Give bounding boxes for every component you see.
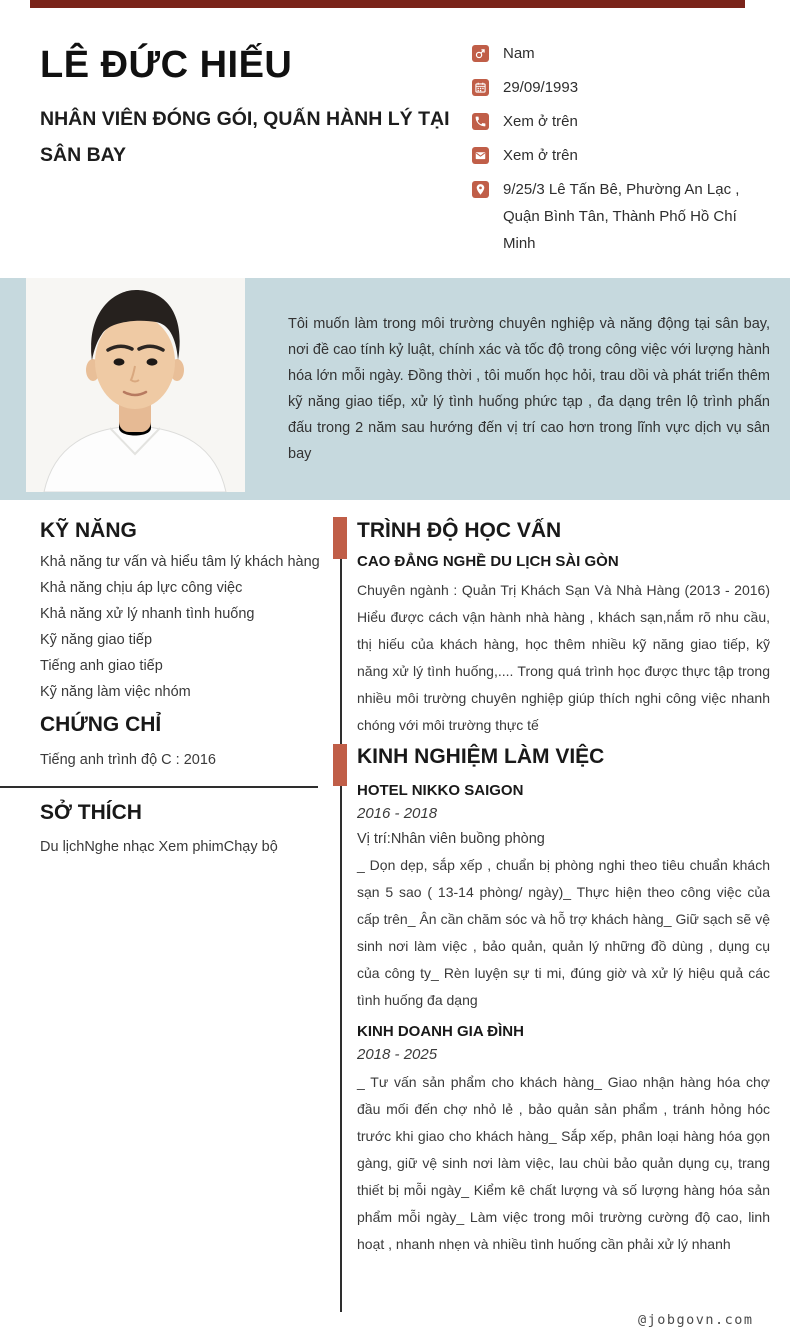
job-position: Vị trí:Nhân viên buồng phòng — [357, 831, 545, 847]
profile-photo — [26, 278, 245, 492]
job-description: _ Tư vấn sản phẩm cho khách hàng_ Giao nhận hàng hóa chợ đầu mối đến chợ nhỏ lẻ , bảo quản sản phẩm , tránh hỏng hóc trước khi giao cho khách hàng_ Sắp xếp, phân loại hàng hóa gọn gàng, giữ vệ sinh nơi làm việc, lau chùi bảo quản dụng cụ, trang thiết bị mỗi ngày_ Kiểm kê chất lượng và số lượng hàng hóa sản phẩm mỗi ngày_ Làm việc trong môi trường cường độ cao, linh hoạt , nhanh nhẹn và nhiều tình huống cần phải xử lý nhanh — [357, 1074, 770, 1252]
contact-phone-value: Xem ở trên — [503, 113, 578, 130]
hobbies-text: Du lịchNghe nhạc Xem phimChạy bộ — [40, 839, 278, 855]
career-objective-text: Tôi muốn làm trong môi trường chuyên nghiệp và năng động tại sân bay, nơi đề cao tính kỷ luật, chính xác và tốc độ trong công việc với lượng hành hóa lớn mỗi ngày. Đồng thời , tôi muốn học hỏi, trau dồi và phát triển thêm kỹ năng giao tiếp, xử lý tình huống phức tạp , đa dạng trên lộ trình phấn đấu trong 2 năm sau hướng đến vị trí cao hơn trong lĩnh vực dịch vụ sân bay — [288, 316, 770, 462]
job-company: KINH DOANH GIA ĐÌNH — [357, 1023, 524, 1040]
skill-item: Kỹ năng làm việc nhóm — [40, 684, 191, 700]
job-description: _ Dọn dẹp, sắp xếp , chuẩn bị phòng nghi theo tiêu chuẩn khách sạn 5 sao ( 13-14 phòng/ ngày)_ Thực hiện theo công việc của cấp trên_ Ân cần chăm sóc và hỗ trợ khách hàng_ Giữ sạch sẽ vệ sinh nơi làm việc , bảo quản, quản lý những đồ dùng , dụng cụ của công ty_ Rèn luyện sự ti mi, đúng giờ và xử lý hiệu quả các tình huống đa dạng — [357, 857, 770, 1008]
calendar-icon — [472, 79, 489, 96]
skills-list — [40, 549, 320, 705]
certificate-item: Tiếng anh trình độ C : 2016 — [40, 752, 216, 768]
skills-section-title: KỸ NĂNG — [40, 519, 137, 542]
contact-email-value: Xem ở trên — [503, 147, 578, 164]
skill-item: Khả năng tư vấn và hiểu tâm lý khách hàng — [40, 554, 320, 570]
hobbies-section-title: SỞ THÍCH — [40, 801, 142, 824]
skill-item: Kỹ năng giao tiếp — [40, 632, 153, 648]
location-icon — [472, 181, 489, 198]
contact-gender-value: Nam — [503, 45, 535, 62]
skill-item: Khả năng xử lý nhanh tình huống — [40, 606, 255, 622]
contact-row-gender — [472, 40, 772, 67]
candidate-name: LÊ ĐỨC HIẾU — [40, 44, 293, 86]
education-school: CAO ĐẲNG NGHỀ DU LỊCH SÀI GÒN — [357, 553, 619, 570]
contact-list — [472, 40, 772, 264]
contact-address-value: 9/25/3 Lê Tấn Bê, Phường An Lạc , Quận Bình Tân, Thành Phố Hồ Chí Minh — [503, 181, 740, 252]
left-column-divider — [0, 786, 318, 788]
top-accent-bar — [30, 0, 745, 8]
contact-row-email — [472, 142, 772, 169]
gender-icon — [472, 45, 489, 62]
candidate-job-title: NHÂN VIÊN ĐÓNG GÓI, QUẤN HÀNH LÝ TẠI SÂN BAY — [40, 108, 450, 166]
certificates-section-title: CHỨNG CHỈ — [40, 713, 162, 736]
job-period: 2016 - 2018 — [357, 805, 438, 822]
experience-accent-bar — [333, 744, 347, 786]
education-accent-bar — [333, 517, 347, 559]
contact-row-address — [472, 176, 772, 257]
experience-section-title: KINH NGHIỆM LÀM VIỆC — [357, 745, 605, 768]
summary-band — [0, 278, 790, 500]
timeline-line — [340, 519, 342, 1312]
site-watermark: @jobgovn.com — [638, 1312, 754, 1328]
education-description: Chuyên ngành : Quản Trị Khách Sạn Và Nhà Hàng (2013 - 2016) Hiểu được cách vận hành nhà hàng , khách sạn,nắm rõ nhu cầu, thị hiếu của khách hàng, học thêm nhiều kỹ năng giao tiếp, kỹ năng xử lý tình huống,.... Trong quá trình học được thực tập trong nhiều môi trường chuyên nghiệp giúp thích nghi công việc nhanh chóng với môi trường thực tế — [357, 582, 770, 733]
contact-row-birthday — [472, 74, 772, 101]
phone-icon — [472, 113, 489, 130]
education-section-title: TRÌNH ĐỘ HỌC VẤN — [357, 519, 562, 542]
skill-item: Khả năng chịu áp lực công việc — [40, 580, 243, 596]
contact-row-phone — [472, 108, 772, 135]
skill-item: Tiếng anh giao tiếp — [40, 658, 163, 674]
career-objective — [288, 278, 770, 500]
job-company: HOTEL NIKKO SAIGON — [357, 782, 524, 799]
contact-birthday-value: 29/09/1993 — [503, 79, 579, 96]
email-icon — [472, 147, 489, 164]
job-period: 2018 - 2025 — [357, 1046, 438, 1063]
